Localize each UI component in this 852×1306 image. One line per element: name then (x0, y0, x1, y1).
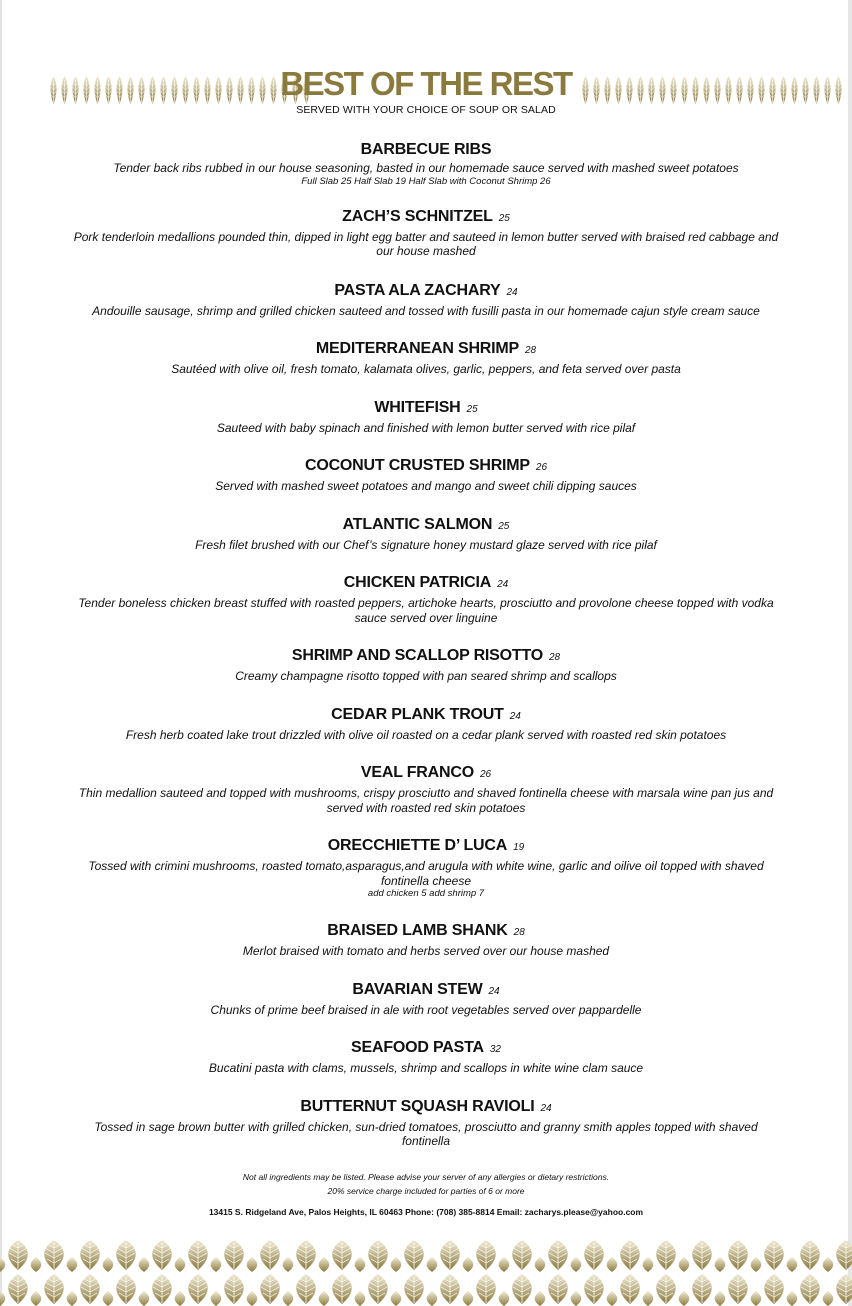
item-description: Creamy champagne risotto topped with pan seared shrimp and scallops (235, 669, 617, 683)
item-description: Served with mashed sweet potatoes and mango and sweet chili dipping sauces (215, 479, 637, 493)
menu-item (70, 339, 782, 377)
menu-item (70, 573, 782, 625)
item-name: CEDAR PLANK TROUT (331, 705, 504, 723)
page-footer (0, 1170, 852, 1217)
contact-info: 13415 S. Ridgeland Ave, Palos Heights, IL 60463 Phone: (708) 385-8814 Email: zacharys.please@yahoo.com (208, 1207, 644, 1217)
menu-item (70, 763, 782, 815)
item-name: ORECCHIETTE D’ LUCA (327, 837, 508, 854)
item-name: BUTTERNUT SQUASH RAVIOLI (300, 1097, 535, 1115)
menu-item (70, 836, 782, 900)
item-price: 25 (498, 212, 510, 224)
item-price: 24 (540, 1102, 552, 1114)
item-price: 24 (509, 710, 521, 722)
item-description: Thin medallion sauteed and topped with mushrooms, crispy prosciutto and shaved fontinella cheese with marsala wine pan jus and served with roasted red skin potatoes (78, 786, 774, 815)
item-description: Tender back ribs rubbed in our house seasoning, basted in our homemade sauce served with mashed sweet potatoes (113, 161, 739, 175)
item-price: 28 (549, 652, 561, 663)
item-price: 28 (525, 345, 537, 356)
menu-item (70, 705, 782, 743)
menu-item (70, 456, 782, 494)
item-name: ATLANTIC SALMON (342, 515, 493, 533)
item-name: SEAFOOD PASTA (351, 1039, 484, 1056)
page-subtitle: SERVED WITH YOUR CHOICE OF SOUP OR SALAD (296, 104, 556, 116)
item-description: Sauteed with baby spinach and finished with lemon butter served with rice pilaf (216, 420, 636, 435)
item-description: Tossed with crimini mushrooms, roasted tomato,asparagus,and arugula with white wine, garlic and oilive oil topped with shaved fontinella cheese (88, 859, 764, 888)
service-charge-note: 20% service charge included for parties of 6 or more (327, 1186, 525, 1196)
item-name: ZACH’S SCHNITZEL (342, 207, 493, 225)
item-description: Chunks of prime beef braised in ale with root vegetables served over pappardelle (210, 1002, 642, 1017)
menu-item (70, 980, 782, 1018)
menu-list (70, 140, 782, 1149)
item-description: Andouille sausage, shrimp and grilled chicken sauteed and tossed with fusilli pasta in our homemade cajun style cream sauce (92, 303, 760, 318)
menu-item (70, 207, 782, 259)
item-price: 26 (479, 769, 492, 780)
item-description: Tender boneless chicken breast stuffed with roasted peppers, artichoke hearts, prosciutto and provolone cheese topped with vodka sauce served over linguine (78, 596, 774, 625)
allergy-note: Not all ingredients may be listed. Please advise your server of any allergies or dietary restrictions. (242, 1172, 610, 1182)
page-header (0, 66, 852, 120)
item-name: MEDITERRANEAN SHRIMP (315, 340, 519, 357)
item-description: Fresh filet brushed with our Chef’s signature honey mustard glaze served with rice pilaf (195, 537, 657, 552)
item-name: BRAISED LAMB SHANK (327, 922, 508, 939)
page-left-edge (0, 0, 2, 1306)
item-description: Tossed in sage brown butter with grilled chicken, sun-dried tomatoes, prosciutto and granny smith apples topped with shaved fontinella (94, 1119, 758, 1148)
item-price: 26 (535, 462, 548, 473)
menu-item (70, 1097, 782, 1149)
item-price: 25 (498, 520, 510, 532)
item-description: Bucatini pasta with clams, mussels, shrimp and scallops in white wine clam sauce (208, 1061, 644, 1075)
item-name: COCONUT CRUSTED SHRIMP (304, 457, 530, 474)
item-description: Sautéed with olive oil, fresh tomato, kalamata olives, garlic, peppers, and feta served over pasta (171, 362, 681, 376)
item-options: add chicken 5 add shrimp 7 (367, 888, 485, 899)
item-price: 24 (488, 985, 500, 997)
item-price: 28 (513, 927, 525, 938)
page-right-edge (848, 0, 852, 1306)
item-name: BARBECUE RIBS (360, 141, 492, 158)
page-title: BEST OF THE REST (280, 65, 572, 102)
item-price: 24 (497, 579, 509, 590)
item-price: 32 (489, 1044, 501, 1055)
menu-item (70, 281, 782, 319)
item-price: 25 (466, 403, 478, 415)
item-description: Fresh herb coated lake trout drizzled with olive oil roasted on a cedar plank served with roasted red skin potatoes (125, 727, 727, 742)
item-name: PASTA ALA ZACHARY (334, 281, 501, 299)
leaf-border-bottom-icon (0, 1238, 852, 1306)
item-options: Full Slab 25 Half Slab 19 Half Slab with Coconut Shrimp 26 (301, 175, 551, 187)
item-price: 24 (506, 286, 518, 298)
item-description: Merlot braised with tomato and herbs served over our house mashed (242, 944, 610, 958)
menu-item (70, 140, 782, 188)
item-description: Pork tenderloin medallions pounded thin, dipped in light egg batter and sauteed in lemon butter served with braised red cabbage and our house mashed (73, 229, 779, 258)
menu-item (70, 646, 782, 684)
item-price: 19 (513, 842, 525, 853)
item-name: BAVARIAN STEW (352, 980, 483, 998)
item-name: SHRIMP AND SCALLOP RISOTTO (291, 647, 543, 664)
menu-item (70, 921, 782, 959)
item-name: VEAL FRANCO (360, 764, 474, 781)
menu-item (70, 1038, 782, 1076)
item-name: CHICKEN PATRICIA (343, 574, 492, 591)
menu-item (70, 515, 782, 553)
item-name: WHITEFISH (374, 398, 461, 416)
menu-item (70, 398, 782, 436)
